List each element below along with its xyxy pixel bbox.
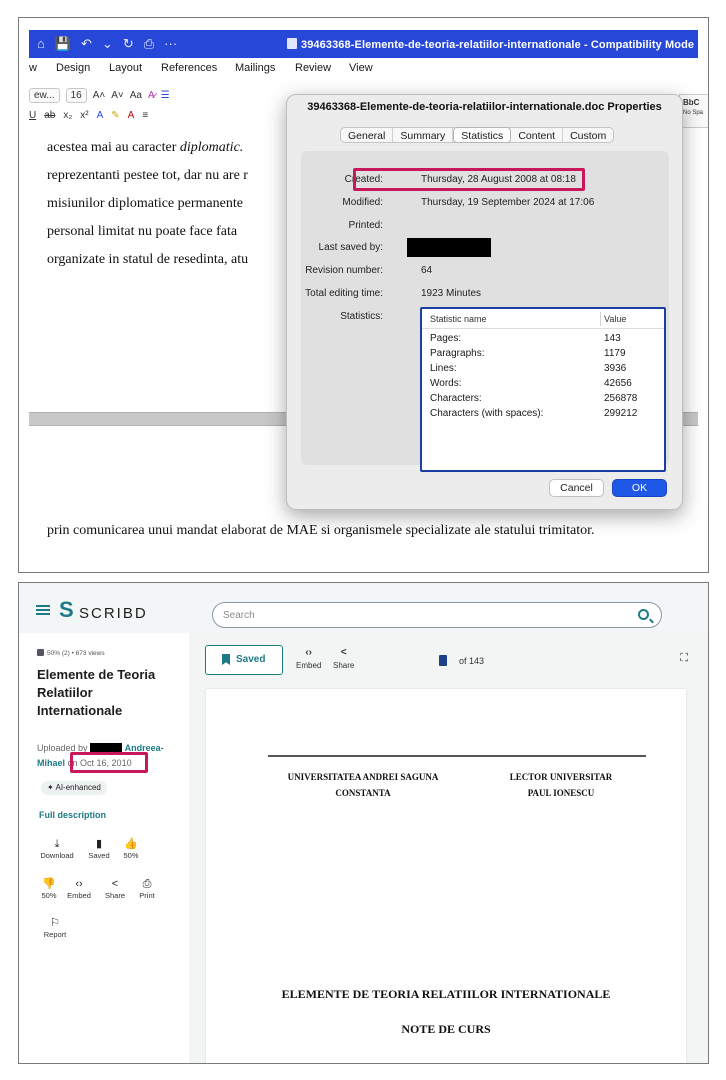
cancel-button[interactable]: Cancel (549, 479, 604, 497)
table-row: Lines: 3936 (430, 363, 627, 374)
share-tool[interactable]: < Share (333, 647, 355, 670)
page-subtitle: NOTE DE CURS (401, 1022, 491, 1036)
print-icon: ⎙ (142, 878, 152, 890)
ribbon-tabs (29, 60, 698, 80)
sparkle-icon: ✦ (47, 783, 56, 792)
uploader-link[interactable]: Mihael (37, 758, 66, 768)
column-statistic-name: Statistic name (430, 314, 487, 324)
save-icon[interactable]: 💾 (54, 36, 72, 51)
more-icon[interactable]: ··· (164, 36, 178, 51)
text-effects-icon[interactable]: A (96, 110, 104, 121)
tab-view[interactable]: View (349, 62, 373, 74)
document-icon (287, 38, 297, 49)
highlight-icon[interactable]: ✎ (111, 110, 120, 121)
ai-enhanced-badge: ✦ AI-enhanced (41, 781, 107, 795)
uploader-info: Uploaded by Andreea- Mihael on Oct 16, 2010 (37, 743, 164, 768)
table-row: Paragraphs: 1179 (430, 348, 626, 359)
column-value: Value (604, 314, 627, 324)
like-button[interactable]: 👍 50% (109, 837, 153, 860)
uploader-link[interactable]: Andreea- (124, 743, 164, 753)
editing-time-value: 1923 Minutes (421, 288, 482, 299)
word-screenshot-panel (18, 17, 709, 573)
revision-label: Revision number: (305, 265, 383, 276)
body-line: organizate in statul de resedinta, atu (47, 252, 249, 267)
document-meta: 50% (2) • 673 views (37, 649, 105, 657)
tab-statistics[interactable]: Statistics (453, 127, 511, 143)
bullets-icon[interactable]: ☰ (160, 90, 170, 101)
bookmark-icon: ▮ (95, 838, 103, 850)
redacted-uploader (90, 743, 122, 752)
editing-time-label: Total editing time: (305, 288, 383, 299)
report-button[interactable]: ⚐ Report (33, 916, 77, 939)
scribd-screenshot-panel (18, 582, 709, 1064)
thumbs-up-icon: 👍 (124, 838, 138, 850)
bookmark-icon (222, 654, 230, 665)
clear-format-icon[interactable]: A̷ (147, 90, 155, 101)
print-button[interactable]: ⎙ Print (125, 877, 169, 900)
last-saved-label: Last saved by: (318, 242, 383, 253)
modified-label: Modified: (342, 197, 383, 208)
grow-font-button[interactable]: A˄ (92, 90, 106, 101)
font-color-icon[interactable]: A (127, 110, 135, 121)
body-line: reprezentanti pestee tot, dar nu are r (47, 168, 248, 183)
statistics-pane (301, 151, 669, 465)
tab-summary[interactable]: Summary (393, 128, 453, 142)
search-bar[interactable] (212, 602, 662, 628)
table-row: Characters: 256878 (430, 393, 638, 404)
ok-button[interactable]: OK (612, 479, 667, 497)
upload-date-highlight-box (67, 752, 148, 773)
tab-view-partial[interactable]: w (29, 62, 37, 74)
font-name-select[interactable]: ew... (29, 88, 60, 103)
statistics-label: Statistics: (340, 311, 383, 322)
strikethrough-button[interactable]: ab (44, 110, 56, 121)
tab-references[interactable]: References (161, 62, 218, 74)
body-line: personal limitat nu poate face fata (47, 224, 238, 239)
revision-value: 64 (421, 265, 433, 276)
tab-review[interactable]: Review (295, 62, 332, 74)
saved-toggle[interactable]: ▮ Saved (77, 837, 121, 860)
document-page (206, 689, 686, 1064)
created-highlight-box (353, 168, 585, 191)
page-header-left: UNIVERSITATEA ANDREI SAGUNA CONSTANTA (287, 772, 439, 798)
table-row: Words: 42656 (430, 378, 632, 389)
page-icon (439, 655, 447, 666)
align-left-icon[interactable]: ≡ (142, 110, 149, 121)
flag-icon: ⚐ (50, 917, 60, 929)
share-button[interactable]: < Share (93, 877, 137, 900)
dialog-tabs (340, 127, 614, 143)
statistics-table (420, 307, 666, 472)
table-row: Characters (with spaces): 299212 (430, 408, 638, 419)
word-titlebar (29, 30, 698, 58)
header-rule (268, 755, 646, 757)
tab-general[interactable]: General (341, 128, 393, 142)
page-header-right: LECTOR UNIVERSITAR PAUL IONESCU (509, 772, 613, 798)
body-paragraph: prin comunicarea unui mandat elaborat de MAE si organismele specializate ale statului trimitator. (47, 523, 595, 538)
superscript-button[interactable]: x² (80, 110, 89, 121)
page-counter: of 143 (439, 655, 484, 666)
properties-dialog (286, 94, 683, 510)
document-title: Elemente de Teoria Relatiilor Internationale (37, 667, 156, 718)
body-line: acestea mai au caracter diplomatic. (47, 140, 244, 155)
upload-date: on Oct 16, 2010 (67, 758, 132, 768)
redacted-author (407, 238, 491, 257)
quick-access-toolbar (37, 36, 177, 52)
tab-content[interactable]: Content (511, 128, 563, 142)
shrink-font-button[interactable]: A˅ (111, 90, 124, 101)
tab-custom[interactable]: Custom (570, 130, 607, 142)
thumbs-down-icon: 👎 (42, 878, 56, 890)
undo-icon[interactable]: ↶ (81, 36, 92, 51)
full-description-link[interactable]: Full description (39, 810, 107, 820)
statistics-table-header (422, 309, 664, 329)
dialog-title: 39463368-Elemente-de-teoria-relatiilor-internationale.doc Properties (307, 101, 662, 113)
tab-mailings[interactable]: Mailings (235, 62, 276, 74)
document-viewer (189, 633, 709, 1064)
scribd-logo-icon[interactable]: S (59, 597, 74, 622)
column-divider (600, 312, 601, 326)
printed-label: Printed: (348, 220, 383, 231)
download-button[interactable]: ⤓ Download (35, 837, 79, 860)
download-icon: ⤓ (54, 838, 60, 850)
search-icon[interactable] (638, 609, 649, 620)
table-row: Pages: 143 (430, 333, 621, 344)
search-input[interactable] (223, 607, 603, 623)
thumbs-up-icon (37, 649, 44, 656)
styles-gallery[interactable]: BbC No Spa (679, 94, 709, 128)
document-sidebar (19, 633, 189, 1064)
font-size-select[interactable]: 16 (66, 88, 87, 103)
embed-icon: ‹› (305, 647, 313, 658)
body-line: misiunilor diplomatice permanente (47, 196, 243, 211)
change-case-button[interactable]: Aa (129, 90, 142, 101)
embed-tool[interactable]: ‹› Embed (296, 647, 322, 670)
scribd-logo-text[interactable]: SCRIBD (79, 605, 148, 622)
tab-layout[interactable]: Layout (109, 62, 143, 74)
embed-button[interactable]: ‹› Embed (57, 877, 101, 900)
print-icon[interactable]: ⎙ (143, 36, 155, 51)
share-icon: < (340, 647, 347, 658)
chevron-down-icon[interactable]: ⌄ (101, 36, 113, 51)
fullscreen-icon[interactable]: ⛶ (680, 652, 688, 664)
page-title: ELEMENTE DE TEORIA RELATIILOR INTERNATIONALE (281, 987, 611, 1001)
modified-value: Thursday, 19 September 2024 at 17:06 (421, 197, 595, 208)
scribd-header (19, 583, 708, 633)
menu-icon[interactable] (36, 609, 50, 611)
tab-design[interactable]: Design (56, 62, 91, 74)
embed-icon: ‹› (75, 878, 83, 890)
created-label: Created: (344, 174, 383, 185)
saved-button[interactable]: Saved (205, 645, 283, 675)
subscript-button[interactable]: x₂ (63, 110, 73, 121)
underline-button[interactable]: U (29, 110, 37, 121)
home-icon[interactable]: ⌂ (37, 36, 45, 51)
created-value: Thursday, 28 August 2008 at 08:18 (421, 174, 576, 185)
dislike-button[interactable]: 👎 50% (27, 877, 71, 900)
document-title: 39463368-Elemente-de-teoria-relatiilor-internationale - Compatibility Mode (287, 38, 694, 51)
share-icon: < (111, 878, 119, 890)
redo-icon[interactable]: ↻ (122, 36, 134, 51)
